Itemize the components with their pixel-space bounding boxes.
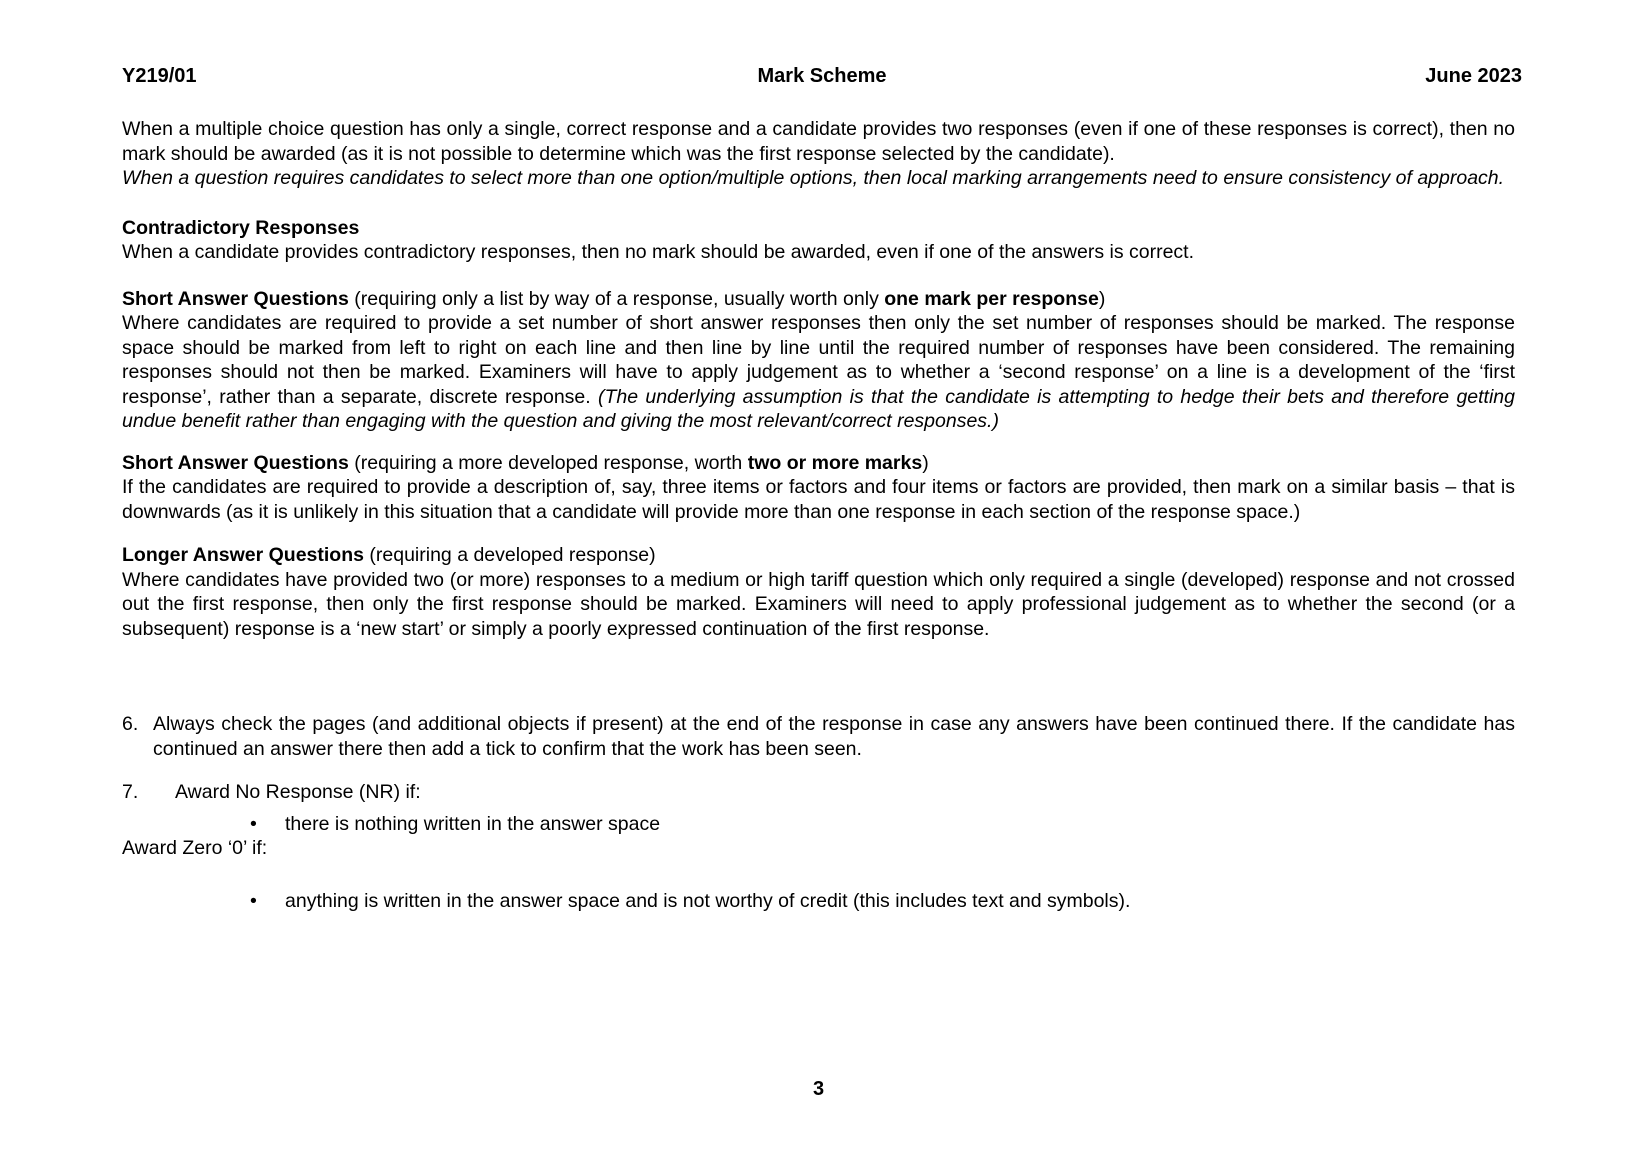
numbered-item-7: [122, 780, 1515, 805]
doc-date: June 2023: [1425, 65, 1522, 87]
section-body: When a candidate provides contradictory responses, then no mark should be awarded, even if one of the answers is correct.: [122, 241, 1195, 263]
section-heading-line: [122, 287, 1515, 312]
section-body: If the candidates are required to provide a description of, say, three items or factors and four items or factors are provided, then mark on a similar basis – that is downwards (as it is unlikely in this situation that a candidate will provide more than one response in each section of the response space.): [122, 476, 1515, 523]
section-body: Where candidates have provided two (or more) responses to a medium or high tariff question which only required a single (developed) response and not crossed out the first response, then only the first response should be marked. Examiners will need to apply professional judgement as to whether the second (or a subsequent) response is a ‘new start’ or simply a poorly expressed continuation of the first response.: [122, 568, 1515, 640]
section-longer-answer: [122, 543, 1515, 641]
section-heading-line: [122, 543, 1515, 568]
heading-normal-text: (requiring a developed response): [363, 544, 656, 566]
page-number: 3: [812, 1078, 825, 1100]
section-heading-line: [122, 451, 1515, 476]
item-text: Award No Response (NR) if:: [175, 781, 421, 803]
document-body: [122, 117, 1515, 913]
heading-bold-text: two or more marks: [747, 451, 923, 474]
heading-normal-text: (requiring a more developed response, worth: [348, 451, 748, 474]
heading-normal-text: (requiring only a list by way of a response, usually worth only: [348, 287, 885, 310]
section-heading: Contradictory Responses: [122, 216, 360, 239]
numbered-item-6: [122, 712, 1515, 761]
doc-title: Mark Scheme: [757, 65, 887, 87]
section-heading: Short Answer Questions: [122, 287, 349, 310]
item-text: Always check the pages (and additional objects if present) at the end of the response in case any answers have been continued there. If the candidate has continued an answer there then add a tick to confirm that the work has been seen.: [153, 713, 1515, 760]
bullet-text: there is nothing written in the answer space: [285, 812, 661, 835]
doc-code: Y219/01: [122, 65, 197, 87]
section-body: [122, 311, 1515, 434]
award-zero-line: Award Zero ‘0’ if:: [122, 837, 268, 859]
bullet-text: anything is written in the answer space and is not worthy of credit (this includes text and symbols).: [285, 889, 1131, 912]
bullet-item-not-worthy-of-credit: [250, 889, 1515, 914]
body-italic-text: (The underlying assumption is that the candidate is attempting to hedge their bets and therefore getting undue benefit rather than engaging with the question and giving the most relevant/correct responses.): [122, 385, 1515, 432]
section-short-answer-list: [122, 287, 1515, 434]
page-footer: [122, 1077, 1515, 1102]
bullet-marker: •: [250, 812, 257, 835]
heading-normal-text: ): [1098, 287, 1106, 310]
intro-paragraph: When a multiple choice question has only a single, correct response and a candidate provides two responses (even if one of these responses is correct), then no mark should be awarded (as it is not possible to determine which was the first response selected by the candidate).: [122, 118, 1515, 165]
item-number: 6.: [122, 713, 139, 735]
body-normal-text: Where candidates are required to provide a set number of short answer responses then only the set number of responses should be marked. The response space should be marked from left to right on each line and then line by line until the required number of responses have been considered. The remaining responses should not then be marked. Examiners will have to apply judgement as to whether a ‘second response’ on a line is a development of the ‘first response’, rather than a separate, discrete response.: [122, 312, 1515, 408]
bullet-marker: •: [250, 889, 257, 912]
section-heading: Longer Answer Questions: [122, 544, 364, 566]
item-number: 7.: [122, 781, 139, 803]
bullet-item-nothing-written: [250, 812, 1515, 837]
section-heading: Short Answer Questions: [122, 451, 349, 474]
section-contradictory-responses: [122, 216, 1515, 265]
section-short-answer-developed: [122, 451, 1515, 525]
heading-normal-text: ): [922, 451, 929, 474]
intro-paragraph-italic: When a question requires candidates to select more than one option/multiple options, then local marking arrangements need to ensure consistency of approach.: [122, 167, 1505, 189]
heading-bold-text: one mark per response: [884, 287, 1099, 310]
